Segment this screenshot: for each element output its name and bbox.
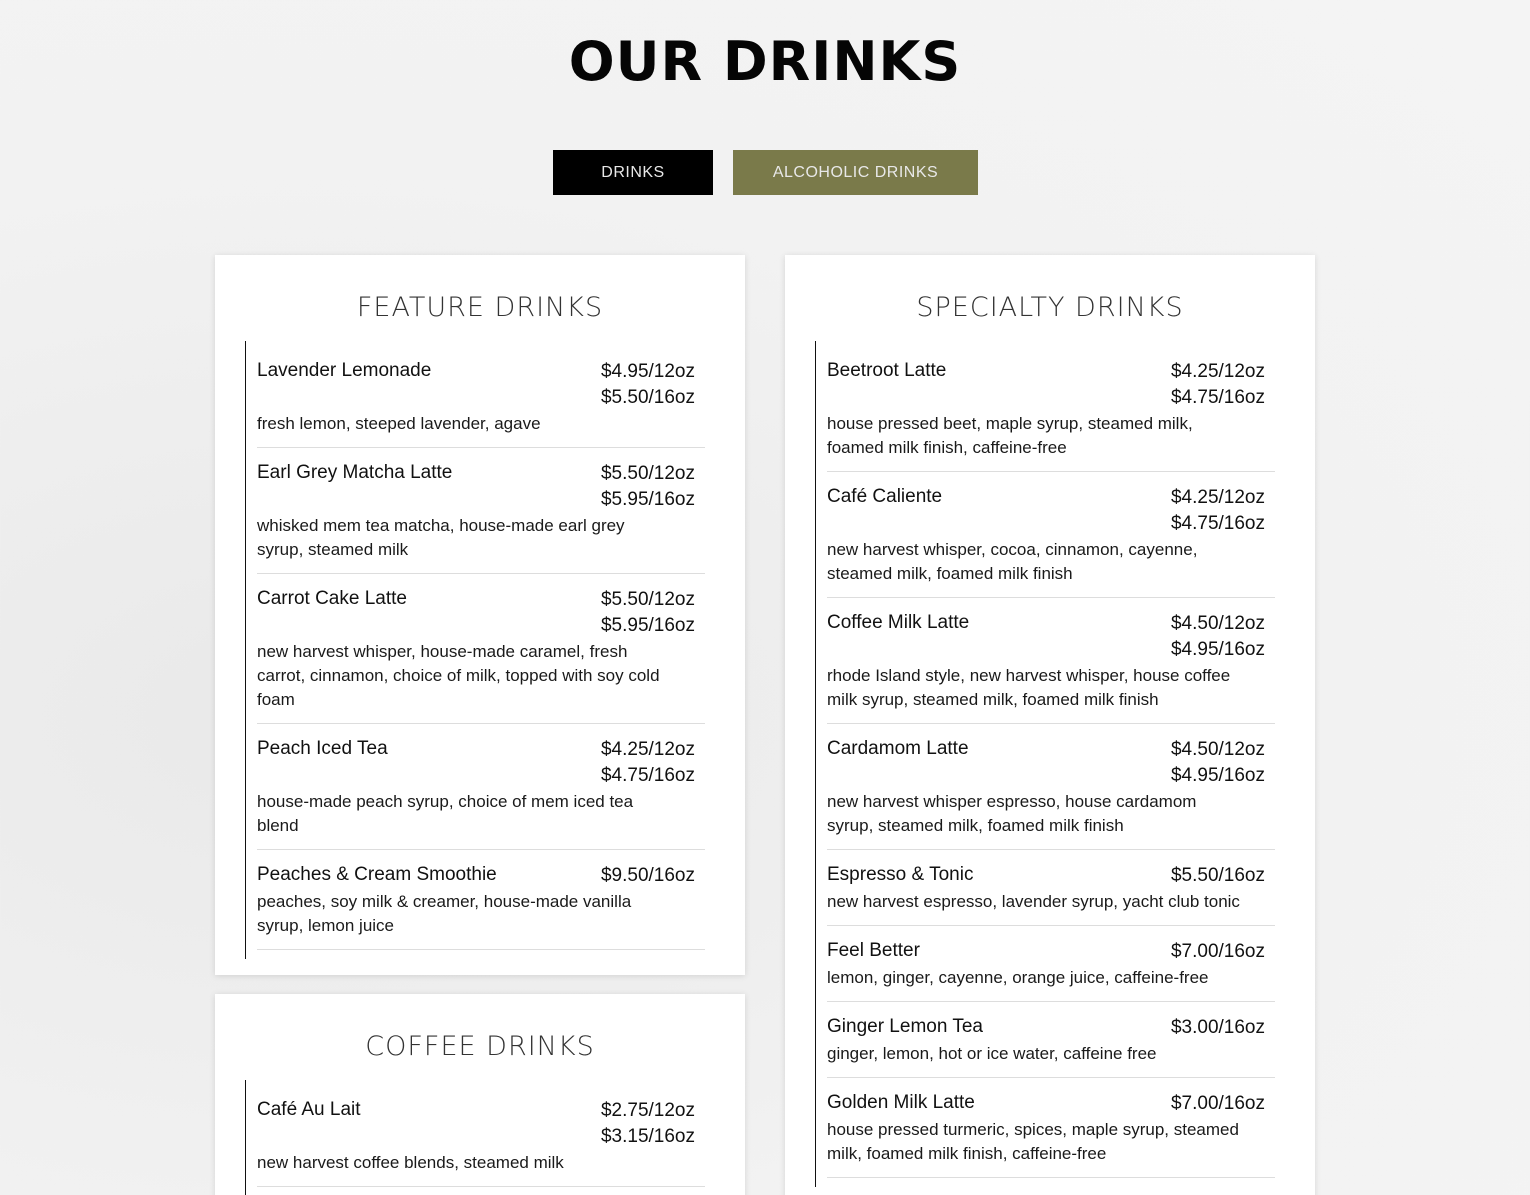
coffee-drinks-card bbox=[215, 994, 745, 1195]
menu-item-prices bbox=[1171, 1015, 1275, 1041]
menu-item-price: $3.00/16oz bbox=[1170, 1017, 1265, 1038]
menu-item-description: new harvest whisper espresso, house cardamom syrup, steamed milk, foamed milk finish bbox=[827, 792, 1197, 835]
menu-item-prices bbox=[601, 359, 705, 411]
menu-item-price: $4.75/16oz bbox=[600, 765, 695, 786]
menu-item-price: $4.75/16oz bbox=[1170, 513, 1265, 534]
menu-item-name: Lavender Lemonade bbox=[257, 360, 432, 381]
menu-item bbox=[257, 457, 705, 574]
menu-item-description: lemon, ginger, cayenne, orange juice, caffeine-free bbox=[827, 968, 1209, 987]
menu-item-price: $4.25/12oz bbox=[600, 739, 695, 760]
menu-item-description: peaches, soy milk & creamer, house-made vanilla syrup, lemon juice bbox=[257, 892, 632, 935]
menu-item-header bbox=[257, 461, 705, 513]
menu-item bbox=[827, 733, 1275, 850]
menu-item-price: $7.00/16oz bbox=[1170, 941, 1265, 962]
menu-item-prices bbox=[601, 461, 705, 513]
menu-item bbox=[257, 859, 705, 950]
menu-item bbox=[257, 583, 705, 724]
menu-item bbox=[827, 355, 1275, 472]
menu-item-name: Peaches & Cream Smoothie bbox=[257, 864, 497, 885]
menu-item-prices bbox=[601, 587, 705, 639]
menu-item-header bbox=[827, 1015, 1275, 1041]
menu-item bbox=[827, 935, 1275, 1002]
specialty-drinks-card bbox=[785, 255, 1315, 1195]
menu-item-header bbox=[257, 863, 705, 889]
menu-item-header bbox=[257, 1098, 705, 1150]
menu-item-price: $4.25/12oz bbox=[1170, 487, 1265, 508]
menu-item-header bbox=[827, 737, 1275, 789]
menu-item bbox=[257, 733, 705, 850]
menu-item-description: new harvest coffee blends, steamed milk bbox=[257, 1153, 564, 1172]
menu-item-price: $3.15/16oz bbox=[600, 1126, 695, 1147]
menu-item-name: Café Caliente bbox=[827, 486, 943, 507]
menu-item-description: new harvest whisper, cocoa, cinnamon, cayenne, steamed milk, foamed milk finish bbox=[827, 540, 1198, 583]
menu-item-prices bbox=[1171, 737, 1275, 789]
menu-item-prices bbox=[1171, 1091, 1275, 1117]
menu-item-price: $4.95/16oz bbox=[1170, 765, 1265, 786]
menu-item-header bbox=[827, 939, 1275, 965]
menu-item-price: $4.25/12oz bbox=[1170, 361, 1265, 382]
feature-drinks-card bbox=[215, 255, 745, 975]
menu-item-name: Earl Grey Matcha Latte bbox=[257, 462, 453, 483]
menu-item-price: $4.50/12oz bbox=[1170, 613, 1265, 634]
menu-item-prices bbox=[601, 737, 705, 789]
menu-item bbox=[827, 607, 1275, 724]
menu-item-description: house pressed turmeric, spices, maple syrup, steamed milk, foamed milk finish, caffeine-free bbox=[827, 1120, 1239, 1163]
coffee-drinks-title: COFFEE DRINKS bbox=[365, 1031, 595, 1062]
menu-item-price: $4.95/16oz bbox=[1170, 639, 1265, 660]
menu-item-price: $5.50/16oz bbox=[600, 387, 695, 408]
menu-item-description: ginger, lemon, hot or ice water, caffeine free bbox=[827, 1044, 1157, 1063]
menu-item-name: Feel Better bbox=[827, 940, 920, 961]
menu-item-price: $5.50/12oz bbox=[600, 589, 695, 610]
menu-item-name: Beetroot Latte bbox=[827, 360, 947, 381]
specialty-drinks-title: SPECIALTY DRINKS bbox=[916, 292, 1184, 323]
menu-item-name: Espresso & Tonic bbox=[827, 864, 974, 885]
menu-item-header bbox=[257, 737, 705, 789]
specialty-drinks-list bbox=[815, 341, 1275, 1187]
menu-item-description: rhode Island style, new harvest whisper, house coffee milk syrup, steamed milk, foamed milk finish bbox=[827, 666, 1231, 709]
menu-item-description: new harvest espresso, lavender syrup, yacht club tonic bbox=[827, 892, 1240, 911]
menu-item bbox=[827, 1087, 1275, 1178]
menu-item-description: house-made peach syrup, choice of mem iced tea blend bbox=[257, 792, 634, 835]
drink-tabs bbox=[0, 150, 1530, 195]
menu-item-price: $9.50/16oz bbox=[600, 865, 695, 886]
menu-item-price: $4.75/16oz bbox=[1170, 387, 1265, 408]
menu-item-description: new harvest whisper, house-made caramel, fresh carrot, cinnamon, choice of milk, topped with soy cold foam bbox=[257, 642, 660, 709]
menu-item-name: Coffee Milk Latte bbox=[827, 612, 970, 633]
menu-item-prices bbox=[601, 1098, 705, 1150]
menu-item-name: Golden Milk Latte bbox=[827, 1092, 975, 1113]
menu-item-header bbox=[257, 359, 705, 411]
feature-drinks-title: FEATURE DRINKS bbox=[356, 292, 604, 323]
menu-item-price: $5.95/16oz bbox=[600, 615, 695, 636]
coffee-drinks-list bbox=[245, 1080, 705, 1195]
menu-item-prices bbox=[1171, 863, 1275, 889]
menu-item-prices bbox=[1171, 485, 1275, 537]
menu-item-header bbox=[827, 485, 1275, 537]
menu-item-name: Carrot Cake Latte bbox=[257, 588, 407, 609]
menu-item-header bbox=[827, 863, 1275, 889]
menu-item-name: Cardamom Latte bbox=[827, 738, 969, 759]
menu-item-name: Ginger Lemon Tea bbox=[827, 1016, 983, 1037]
menu-item-price: $4.95/12oz bbox=[600, 361, 695, 382]
tab-alcoholic-drinks[interactable]: ALCOHOLIC DRINKS bbox=[733, 150, 978, 195]
feature-drinks-list bbox=[245, 341, 705, 959]
menu-item-description: house pressed beet, maple syrup, steamed milk, foamed milk finish, caffeine-free bbox=[827, 414, 1193, 457]
menu-item bbox=[827, 1011, 1275, 1078]
menu-item-price: $5.95/16oz bbox=[600, 489, 695, 510]
menu-item-name: Café Au Lait bbox=[257, 1099, 361, 1120]
menu-item bbox=[257, 355, 705, 448]
menu-item-price: $5.50/16oz bbox=[1170, 865, 1265, 886]
menu-item-price: $2.75/12oz bbox=[600, 1100, 695, 1121]
menu-item-prices bbox=[1171, 359, 1275, 411]
menu-item bbox=[827, 859, 1275, 926]
menu-item-prices bbox=[1171, 939, 1275, 965]
menu-item-header bbox=[827, 611, 1275, 663]
page-title: OUR DRINKS bbox=[568, 30, 962, 93]
menu-item-header bbox=[827, 359, 1275, 411]
tab-drinks[interactable]: DRINKS bbox=[553, 150, 713, 195]
menu-item-header bbox=[257, 587, 705, 639]
menu-item-header bbox=[827, 1091, 1275, 1117]
menu-item-price: $7.00/16oz bbox=[1170, 1093, 1265, 1114]
menu-item-name: Peach Iced Tea bbox=[257, 738, 388, 759]
menu-item-price: $4.50/12oz bbox=[1170, 739, 1265, 760]
menu-item-description: whisked mem tea matcha, house-made earl grey syrup, steamed milk bbox=[257, 516, 625, 559]
menu-item-price: $5.50/12oz bbox=[600, 463, 695, 484]
menu-item-prices bbox=[601, 863, 705, 889]
menu-item bbox=[257, 1094, 705, 1187]
menu-item-description: fresh lemon, steeped lavender, agave bbox=[257, 414, 541, 433]
menu-item bbox=[827, 481, 1275, 598]
menu-item-prices bbox=[1171, 611, 1275, 663]
